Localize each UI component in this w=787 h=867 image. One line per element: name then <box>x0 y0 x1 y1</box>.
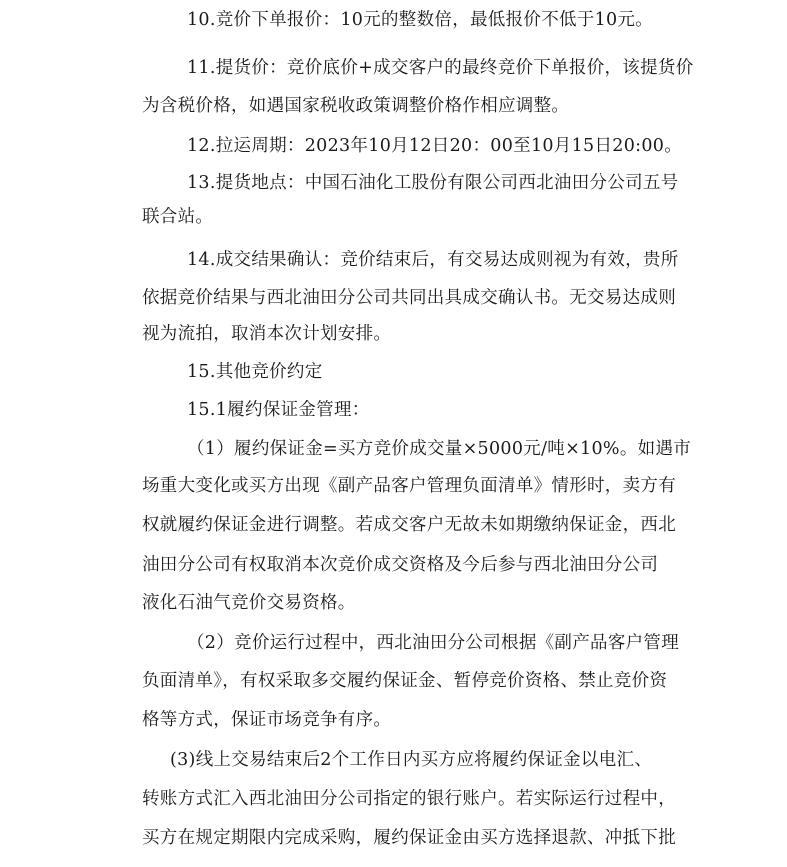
paragraph-line: 14.成交结果确认：竞价结束后，有交易达成则视为有效，贵所 <box>187 250 679 270</box>
paragraph-line: 视为流拍，取消本次计划安排。 <box>142 324 392 344</box>
paragraph-line: 负面清单》，有权采取多交履约保证金、暂停竞价资格、禁止竞价资 <box>142 671 668 691</box>
paragraph-line: 11.提货价：竞价底价+成交客户的最终竞价下单报价，该提货价 <box>187 58 694 78</box>
paragraph-line: 转账方式汇入西北油田分公司指定的银行账户。若实际运行过程中， <box>142 789 676 809</box>
paragraph-line: 液化石油气竞价交易资格。 <box>142 593 356 613</box>
paragraph-line: （1）履约保证金=买方竞价成交量×5000元/吨×10%。如遇市 <box>187 439 692 459</box>
paragraph-line: 13.提货地点：中国石油化工股份有限公司西北油田分公司五号 <box>187 173 679 193</box>
subsection-heading: 15.1履约保证金管理： <box>187 400 370 420</box>
paragraph-line: 依据竞价结果与西北油田分公司共同出具成交确认书。无交易达成则 <box>142 288 676 308</box>
paragraph-line: 为含税价格，如遇国家税收政策调整价格作相应调整。 <box>142 96 570 116</box>
paragraph-line: 权就履约保证金进行调整。若成交客户无故未如期缴纳保证金，西北 <box>142 515 676 535</box>
paragraph-line: 12.拉运周期：2023年10月12日20：00至10月15日20:00。 <box>187 136 683 156</box>
paragraph-line: （2）竞价运行过程中，西北油田分公司根据《副产品客户管理 <box>187 633 680 653</box>
paragraph-line: 买方在规定期限内完成采购，履约保证金由买方选择退款、冲抵下批 <box>142 828 676 848</box>
paragraph-line: 油田分公司有权取消本次竞价成交资格及今后参与西北油田分公司 <box>142 555 659 575</box>
paragraph-line: (3)线上交易结束后2个工作日内买方应将履约保证金以电汇、 <box>170 750 653 770</box>
paragraph-line: 联合站。 <box>142 207 214 227</box>
paragraph-line: 10.竞价下单报价：10元的整数倍，最低报价不低于10元。 <box>187 10 654 30</box>
section-heading: 15.其他竞价约定 <box>187 362 323 382</box>
paragraph-line: 场重大变化或买方出现《副产品客户管理负面清单》情形时，卖方有 <box>142 476 676 496</box>
paragraph-line: 格等方式，保证市场竞争有序。 <box>142 710 392 730</box>
